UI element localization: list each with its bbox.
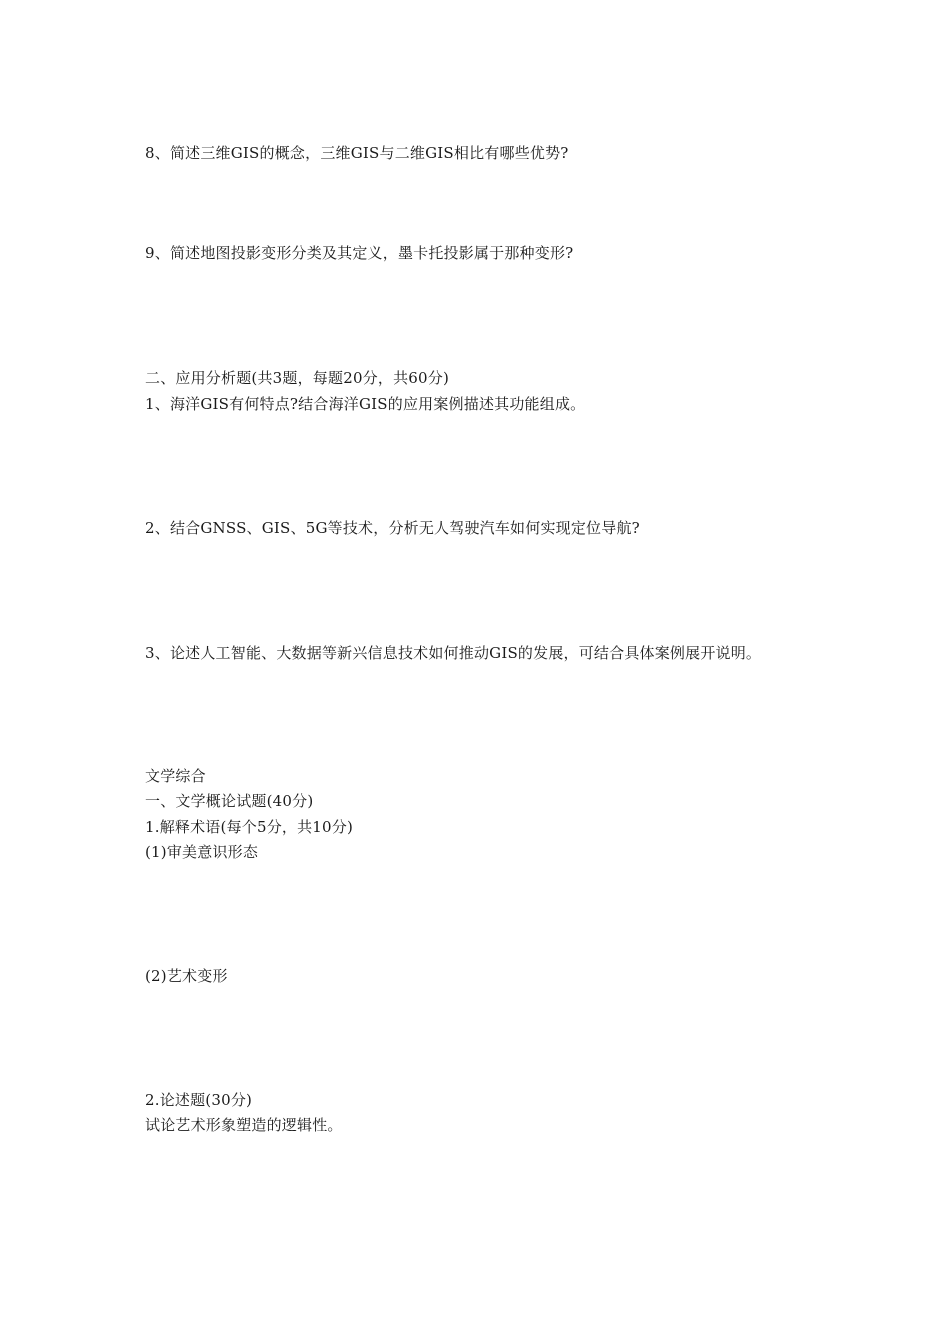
term-1: (1)审美意识形态 [145, 843, 259, 861]
section-heading-application: 二、应用分析题(共3题，每题20分，共60分) [145, 369, 450, 387]
term-explanation-heading: 1.解释术语(每个5分，共10分) [145, 818, 354, 836]
essay-heading: 2.论述题(30分) [145, 1091, 253, 1109]
question-9: 9、简述地图投影变形分类及其定义，墨卡托投影属于那种变形? [145, 244, 574, 262]
application-question-2: 2、结合GNSS、GIS、5G等技术，分析无人驾驶汽车如何实现定位导航? [145, 519, 640, 537]
question-8: 8、简述三维GIS的概念，三维GIS与二维GIS相比有哪些优势? [145, 144, 569, 162]
essay-question: 试论艺术形象塑造的逻辑性。 [145, 1116, 343, 1134]
term-2: (2)艺术变形 [145, 967, 228, 985]
subject-title: 文学综合 [145, 767, 206, 785]
application-question-1: 1、海洋GIS有何特点?结合海洋GIS的应用案例描述其功能组成。 [145, 395, 586, 413]
section-heading-literature: 一、文学概论试题(40分) [145, 792, 314, 810]
application-question-3: 3、论述人工智能、大数据等新兴信息技术如何推动GIS的发展，可结合具体案例展开说明。 [145, 644, 762, 662]
